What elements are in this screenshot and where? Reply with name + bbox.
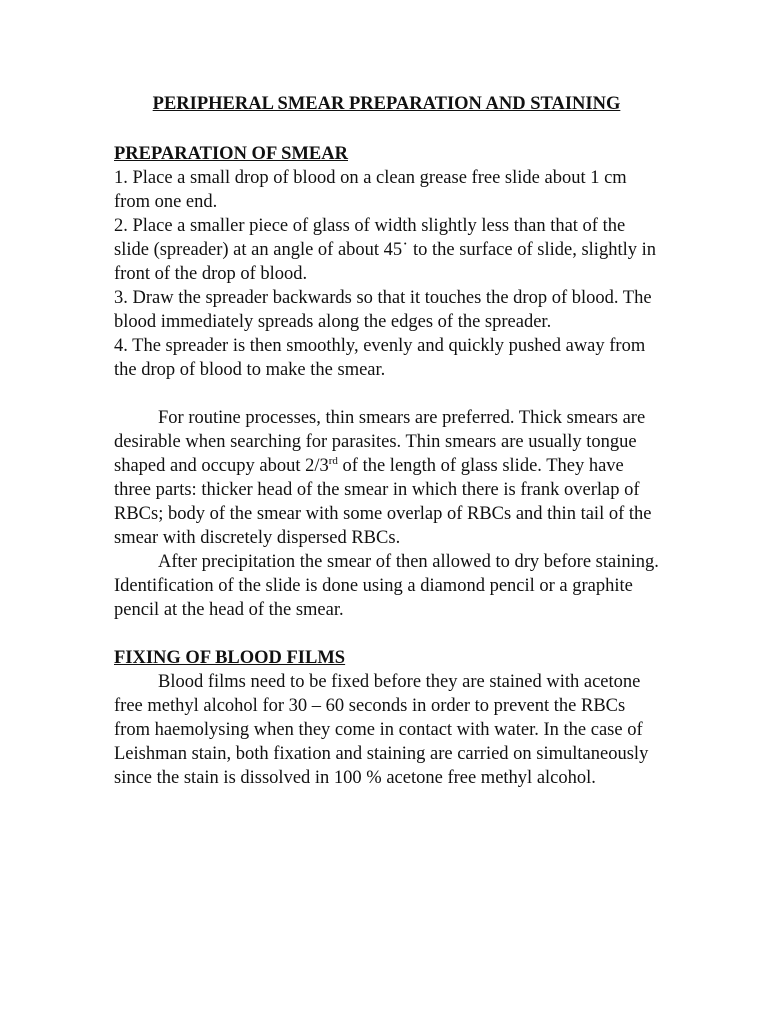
step-4: 4. The spreader is then smoothly, evenly and quickly pushed away from the drop of blood to make the smear. — [114, 336, 646, 380]
document-title: PERIPHERAL SMEAR PREPARATION AND STAINING — [152, 94, 621, 114]
spacer — [114, 622, 659, 646]
step-1: 1. Place a small drop of blood on a clean grease free slide about 1 cm from one end. — [114, 168, 627, 212]
step-2: 2. Place a smaller piece of glass of width slightly less than that of the slide (spreader) at an angle of about 45˙ to the surface of slide, slightly in front of the drop of blood. — [114, 216, 656, 284]
paragraph-drying: After precipitation the smear of then allowed to dry before staining. Identification of the slide is done using a diamond pencil or a graphite pencil at the head of the smear. — [114, 552, 659, 620]
spacer — [114, 382, 659, 406]
section-heading-fixing: FIXING OF BLOOD FILMS — [114, 648, 346, 668]
step-3: 3. Draw the spreader backwards so that it touches the drop of blood. The blood immediately spreads along the edges of the spreader. — [114, 288, 652, 332]
section-heading-preparation: PREPARATION OF SMEAR — [114, 144, 348, 164]
document-page — [114, 92, 659, 790]
paragraph-text: of the length of glass slide. They have three parts: thicker head of the smear in which there is frank overlap of RBCs; body of the smear with some overlap of RBCs and thin tail of the smear with discretely dispersed RBCs. — [114, 456, 652, 548]
paragraph-thin-smears — [114, 406, 659, 550]
paragraph-text: For routine processes, thin smears are preferred. Thick smears are desirable when searching for parasites. Thin smears are usually tongue shaped and occupy about 2/3 — [114, 408, 646, 476]
superscript: rd — [328, 454, 338, 467]
paragraph-fixing: Blood films need to be fixed before they are stained with acetone free methyl alcohol for 30 – 60 seconds in order to prevent the RBCs from haemolysing when they come in contact with water. In the case of Leishman stain, both fixation and staining are carried on simultaneously since the stain is dissolved in 100 % acetone free methyl alcohol. — [114, 672, 649, 788]
